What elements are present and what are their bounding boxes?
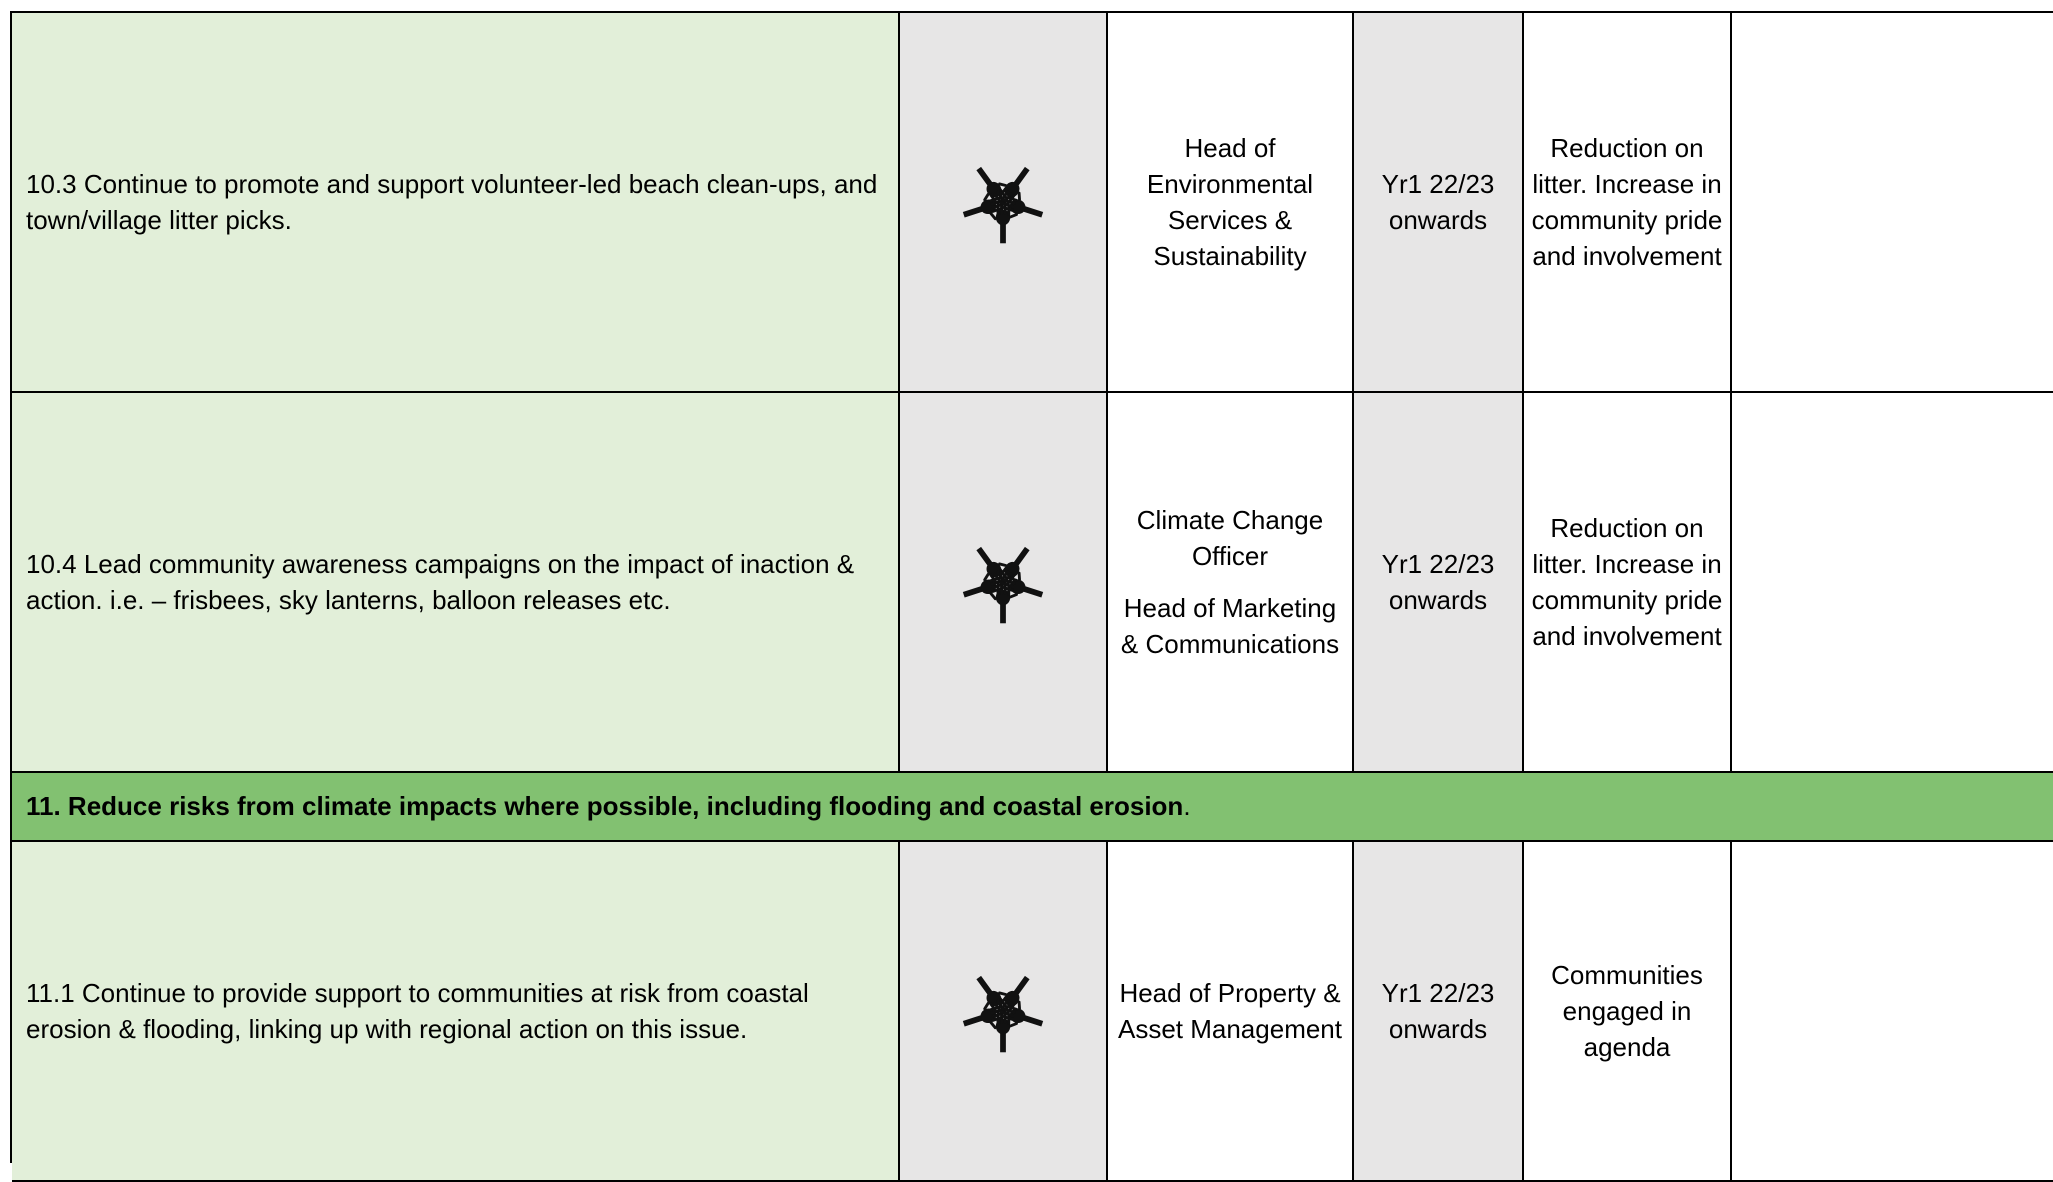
owner-cell	[1108, 842, 1354, 1182]
empty-cell	[1732, 13, 2053, 393]
owner-text: Head of Marketing & Communications	[1120, 593, 1340, 659]
empty-cell	[1732, 393, 2053, 773]
icon-cell	[900, 13, 1108, 393]
action-text: 10.3 Continue to promote and support volunteer-led beach clean-ups, and town/village litter picks.	[26, 169, 878, 235]
community-hands-icon	[955, 963, 1051, 1059]
icon-cell	[900, 393, 1108, 773]
community-hands-icon	[955, 534, 1051, 630]
action-cell	[12, 842, 900, 1182]
community-hands-icon	[955, 154, 1051, 250]
section-heading	[12, 773, 2053, 842]
owner-text: Head of Environmental Services & Sustainability	[1146, 133, 1314, 271]
icon-cell	[900, 842, 1108, 1182]
outcome-text: Reduction on litter. Increase in community pride and involvement	[1531, 513, 1723, 651]
owner-cell	[1108, 393, 1354, 773]
empty-cell	[1732, 842, 2053, 1182]
outcome-text: Reduction on litter. Increase in community pride and involvement	[1531, 133, 1723, 271]
action-cell	[12, 13, 900, 393]
timescale-cell	[1354, 393, 1524, 773]
owner-text: Head of Property & Asset Management	[1117, 978, 1342, 1044]
timescale-cell	[1354, 842, 1524, 1182]
section-heading-tail: .	[1183, 791, 1191, 821]
owner-cell	[1108, 13, 1354, 393]
action-cell	[12, 393, 900, 773]
owner-text: Climate Change Officer	[1136, 505, 1324, 571]
table-row	[12, 842, 2053, 1182]
action-text: 11.1 Continue to provide support to communities at risk from coastal erosion & flooding, linking up with regional action on this issue.	[26, 978, 809, 1044]
action-plan-table	[10, 11, 2053, 1163]
action-text: 10.4 Lead community awareness campaigns on the impact of inaction & action. i.e. – frisbees, sky lanterns, balloon releases etc.	[26, 549, 855, 615]
table-row	[12, 393, 2053, 773]
section-heading-title: 11. Reduce risks from climate impacts where possible, including flooding and coastal erosion	[26, 791, 1184, 821]
timescale-text: Yr1 22/23 onwards	[1381, 549, 1495, 615]
outcome-cell	[1524, 842, 1732, 1182]
timescale-text: Yr1 22/23 onwards	[1381, 978, 1495, 1044]
outcome-cell	[1524, 13, 1732, 393]
outcome-cell	[1524, 393, 1732, 773]
timescale-text: Yr1 22/23 onwards	[1381, 169, 1495, 235]
outcome-text: Communities engaged in agenda	[1551, 960, 1703, 1062]
timescale-cell	[1354, 13, 1524, 393]
table-row	[12, 13, 2053, 393]
